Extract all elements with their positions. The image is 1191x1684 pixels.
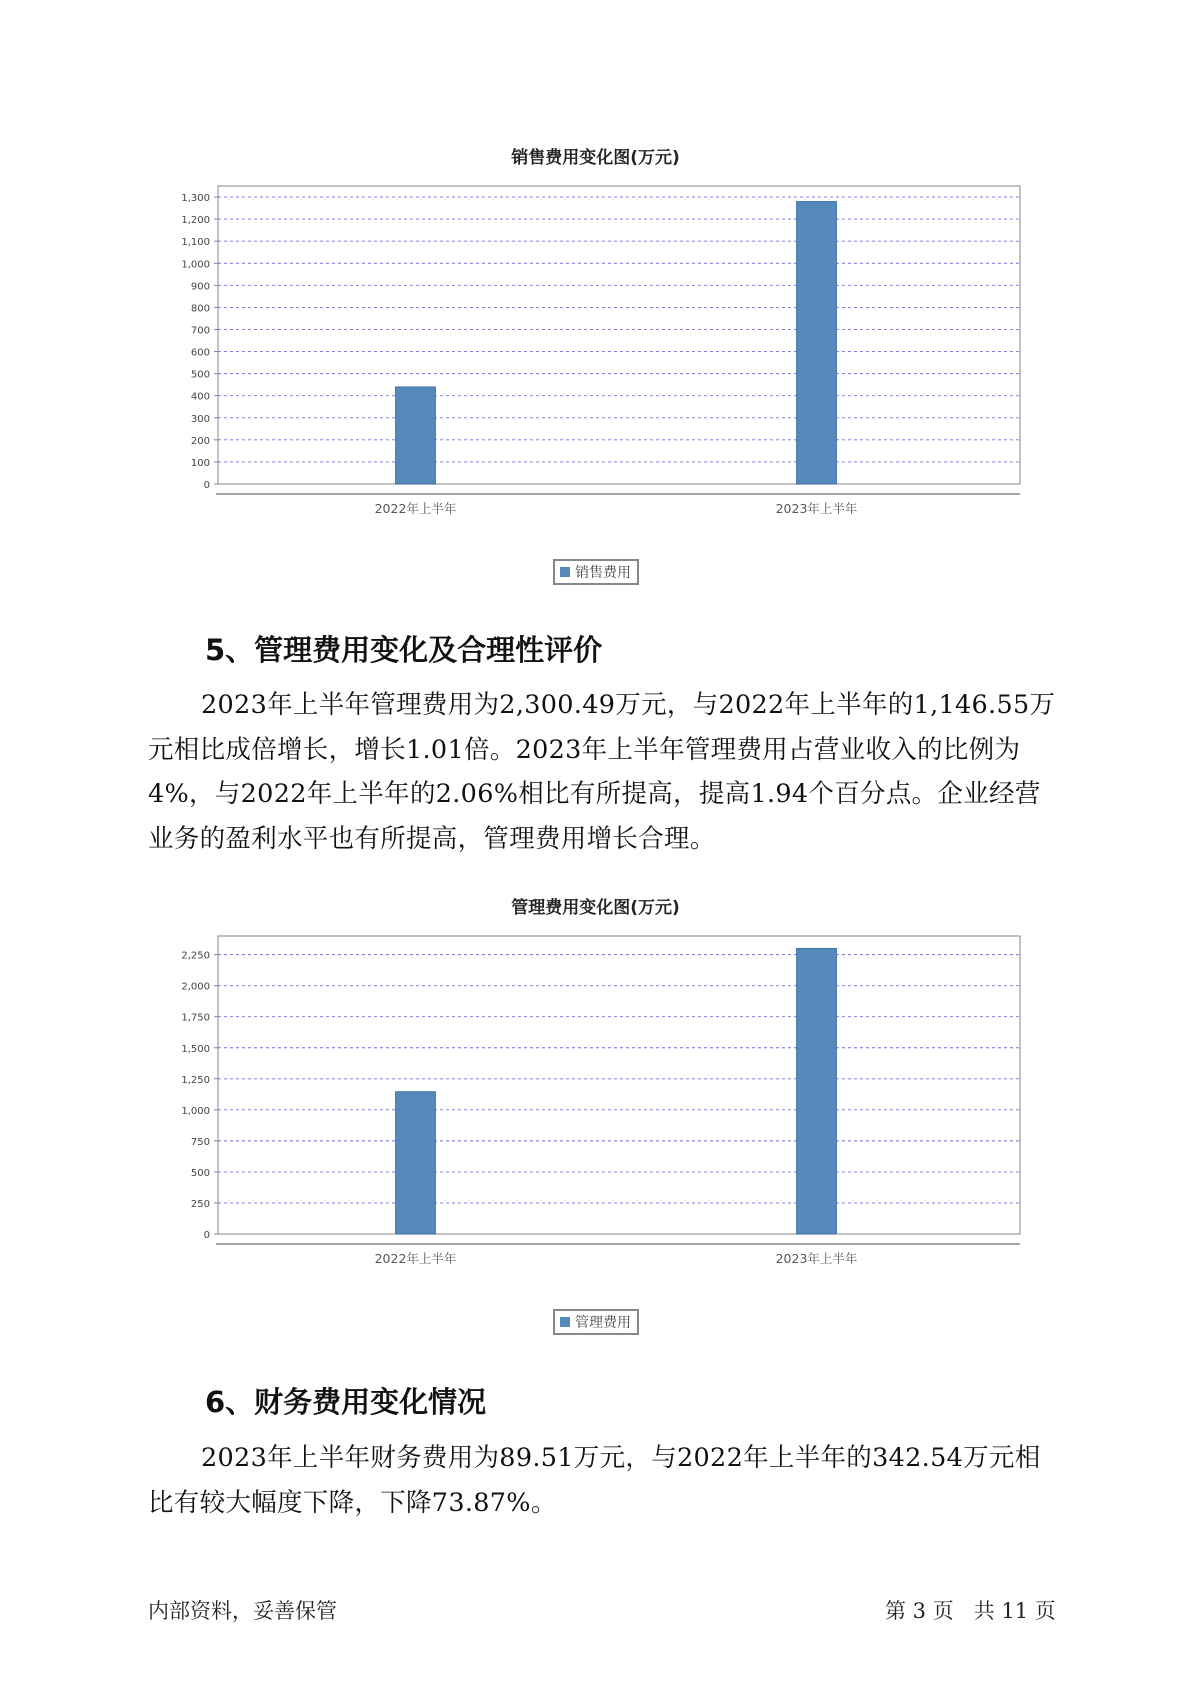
- chart1-ytick-label: 700: [190, 325, 210, 337]
- chart1-ytick-label: 100: [190, 457, 210, 469]
- chart1-ytick-label: 300: [190, 413, 210, 425]
- footer-confidential-note: 内部资料，妥善保管: [148, 1599, 337, 1623]
- chart2-ytick-label: 750: [190, 1136, 210, 1148]
- chart1-legend: [553, 559, 639, 585]
- chart1-bar: [797, 201, 837, 484]
- chart1-ytick-label: 600: [190, 347, 210, 359]
- chart2-ytick-label: 1,000: [181, 1105, 210, 1117]
- chart1-bar: [396, 387, 436, 484]
- chart2-bar: [396, 1092, 436, 1234]
- legend-swatch-icon: [560, 567, 570, 577]
- chart1-title: 销售费用变化图(万元): [511, 148, 680, 168]
- section5-heading: 5、管理费用变化及合理性评价: [205, 633, 603, 667]
- chart2-ytick-label: 500: [190, 1167, 210, 1179]
- chart2-plot-area: [218, 936, 1020, 1234]
- chart2-ytick-label: 250: [190, 1198, 210, 1210]
- chart2-ytick-label: 2,000: [181, 981, 210, 993]
- chart2-ytick-label: 1,500: [181, 1043, 210, 1055]
- chart1-sales-expense: [150, 180, 1030, 525]
- chart2-ytick-label: 2,250: [181, 950, 210, 962]
- chart2-admin-expense: [150, 930, 1030, 1275]
- chart1-ytick-label: 1,300: [181, 193, 210, 205]
- section6-paragraph: 2023年上半年财务费用为89.51万元，与2022年上半年的342.54万元相比有较大幅度下降，下降73.87%。: [148, 1443, 1041, 1518]
- chart1-ytick-label: 800: [190, 303, 210, 315]
- chart1-ytick-label: 1,000: [181, 259, 210, 271]
- chart2-xtick-label: 2023年上半年: [775, 1251, 858, 1266]
- chart1-ytick-label: 500: [190, 369, 210, 381]
- chart2-legend: [553, 1309, 639, 1335]
- chart2-legend-label: 管理费用: [575, 1315, 631, 1331]
- chart2-title: 管理费用变化图(万元): [511, 898, 680, 918]
- chart1-ytick-label: 1,200: [181, 215, 210, 227]
- chart2-xtick-label: 2022年上半年: [374, 1251, 457, 1266]
- chart1-ytick-label: 1,100: [181, 237, 210, 249]
- chart2-ytick-label: 1,750: [181, 1012, 210, 1024]
- chart2-ytick-label: 1,250: [181, 1074, 210, 1086]
- section6-heading: 6、财务费用变化情况: [205, 1385, 487, 1419]
- chart1-ytick-label: 400: [190, 391, 210, 403]
- chart1-xtick-label: 2023年上半年: [775, 501, 858, 516]
- chart1-plot-area: [218, 186, 1020, 484]
- legend-swatch-icon: [560, 1317, 570, 1327]
- chart2-bar: [797, 948, 837, 1234]
- section5-paragraph: 2023年上半年管理费用为2,300.49万元，与2022年上半年的1,146.55万元相比成倍增长，增长1.01倍。2023年上半年管理费用占营业收入的比例为4%，与2022年上半年的2.06%相比有所提高，提高1.94个百分点。企业经营业务的盈利水平也有所提高，管理费用增长合理。: [148, 690, 1056, 854]
- footer-page-number: 第 3 页 共 11 页: [885, 1599, 1056, 1623]
- chart1-ytick-label: 200: [190, 435, 210, 447]
- chart1-ytick-label: 0: [203, 480, 210, 491]
- chart2-ytick-label: 0: [203, 1230, 210, 1241]
- chart1-ytick-label: 900: [190, 281, 210, 293]
- chart1-xtick-label: 2022年上半年: [374, 501, 457, 516]
- chart1-legend-label: 销售费用: [575, 565, 631, 581]
